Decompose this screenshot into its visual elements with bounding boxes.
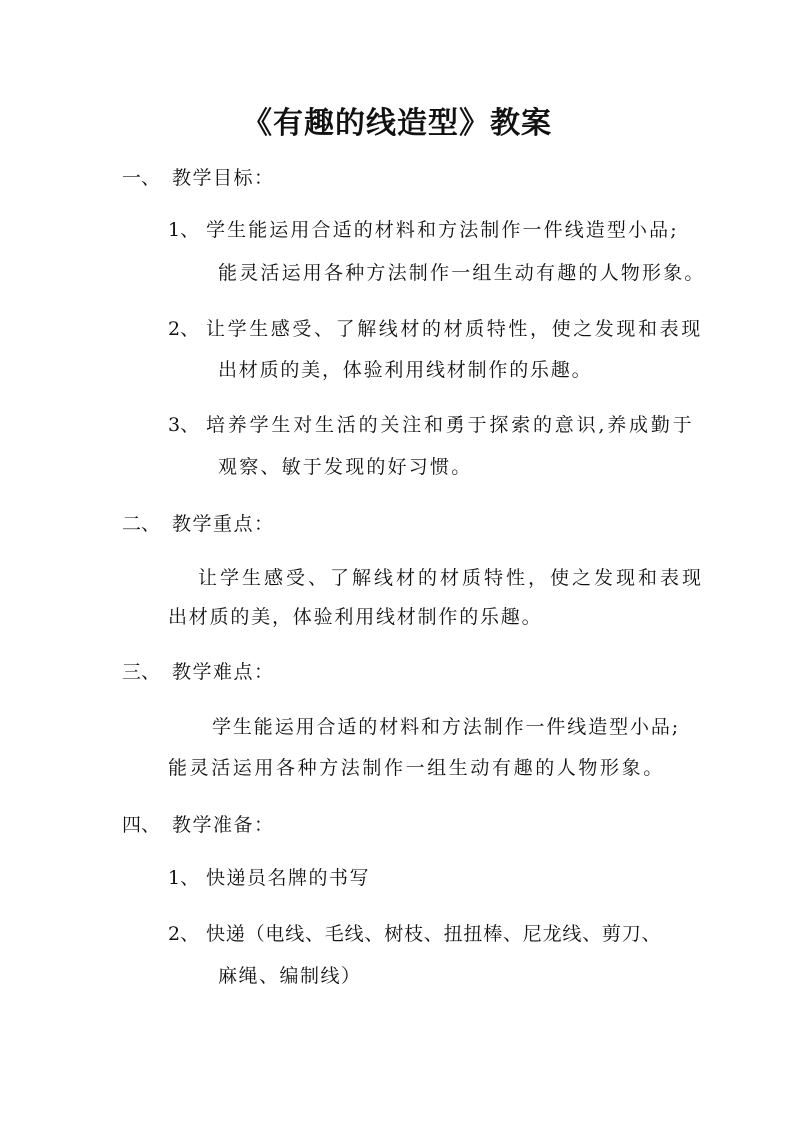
section-4-number: 四、 <box>122 814 161 836</box>
document-title: 《有趣的线造型》教案 <box>242 106 552 141</box>
preparation-2-number: 2、 <box>168 923 200 945</box>
objective-2-line-2: 出材质的美，体验利用线材制作的乐趣。 <box>218 359 593 381</box>
section-4-heading: 教学准备： <box>172 814 275 836</box>
preparation-2-line-1: 快递（电线、毛线、树枝、扭扭棒、尼龙线、剪刀、 <box>206 923 662 945</box>
objective-3-line-1: 培养学生对生活的关注和勇于探索的意识,养成勤于 <box>206 414 695 436</box>
objective-3-number: 3、 <box>168 414 200 436</box>
section-2-number: 二、 <box>122 513 161 535</box>
difficulty-line-1: 学生能运用合适的材料和方法制作一件线造型小品; <box>212 716 681 738</box>
preparation-2-line-2: 麻绳、编制线） <box>218 965 362 987</box>
section-1-heading: 教学目标： <box>172 167 275 189</box>
key-point-line-1: 让学生感受、了解线材的材质特性，使之发现和表现 <box>198 567 705 589</box>
section-3-heading: 教学难点： <box>172 661 275 683</box>
preparation-1-number: 1、 <box>168 867 200 889</box>
preparation-1-line-1: 快递员名牌的书写 <box>206 867 371 889</box>
section-2-heading: 教学重点： <box>172 513 275 535</box>
objective-3-line-2: 观察、敏于发现的好习惯。 <box>218 456 473 478</box>
objective-1-line-2: 能灵活运用各种方法制作一组生动有趣的人物形象。 <box>218 262 706 284</box>
objective-1-line-1: 学生能运用合适的材料和方法制作一件线造型小品; <box>206 219 679 241</box>
section-3-number: 三、 <box>122 661 161 683</box>
objective-2-line-1: 让学生感受、了解线材的材质特性，使之发现和表现 <box>206 318 703 340</box>
objective-1-number: 1、 <box>168 219 200 241</box>
key-point-line-2: 出材质的美，体验利用线材制作的乐趣。 <box>168 606 543 628</box>
difficulty-line-2: 能灵活运用各种方法制作一组生动有趣的人物形象。 <box>168 757 665 779</box>
objective-2-number: 2、 <box>168 318 200 340</box>
section-1-number: 一、 <box>122 167 161 189</box>
